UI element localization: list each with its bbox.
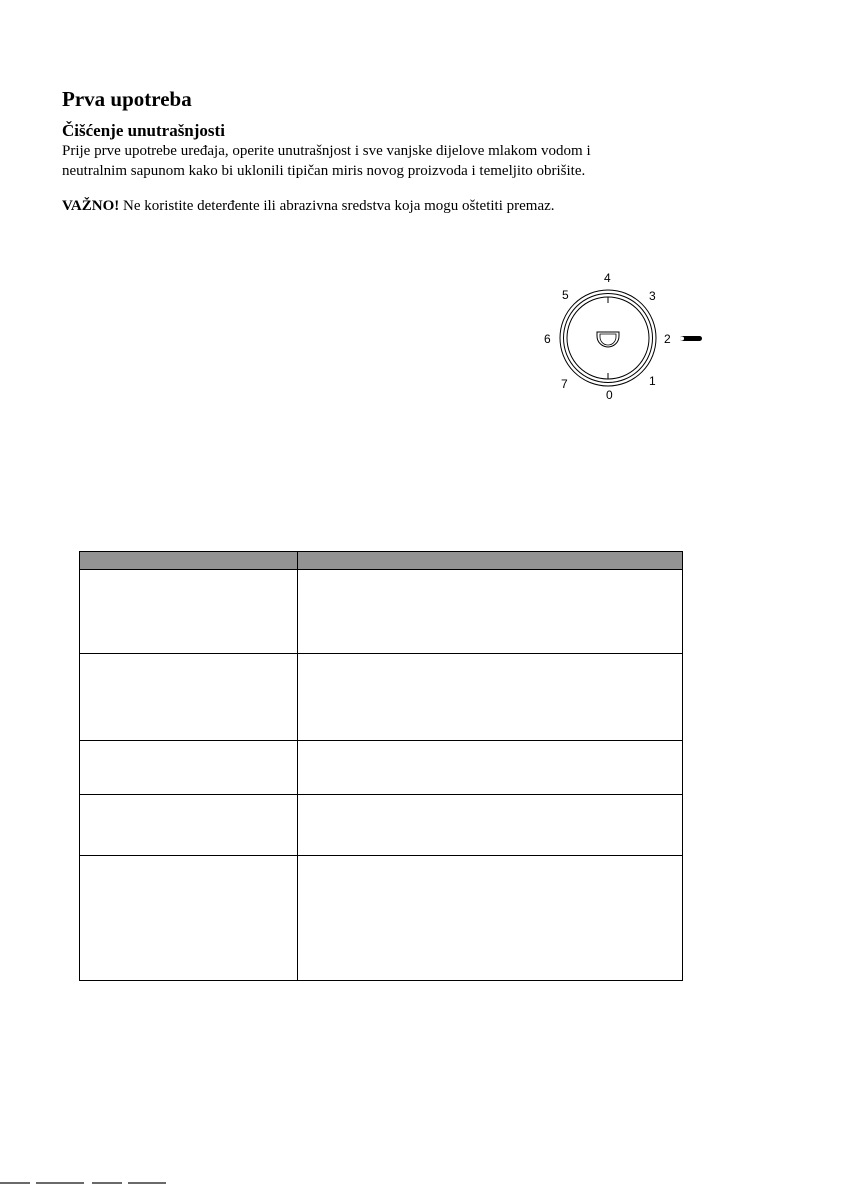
cleaning-instructions-paragraph (62, 141, 742, 181)
table-cell (298, 741, 683, 795)
table-row (80, 570, 683, 654)
table-cell (298, 570, 683, 654)
footer-mark (36, 1182, 84, 1184)
paragraph-line: neutralnim sapunom kako bi uklonili tipičan miris novog proizvoda i temeljito obrišite. (62, 163, 586, 179)
dial-label-0: 0 (606, 388, 613, 402)
table-row (80, 856, 683, 981)
table-cell (80, 856, 298, 981)
dial-middle-ring (564, 294, 653, 383)
footer-artifact-strip (0, 1178, 846, 1186)
dial-label-2: 2 (664, 332, 671, 346)
dial-outer-ring (560, 290, 656, 386)
table-row (80, 654, 683, 741)
table-row (80, 741, 683, 795)
footer-mark (92, 1182, 122, 1184)
table-cell (298, 795, 683, 856)
dial-label-3: 3 (649, 289, 656, 303)
table-header-row (80, 552, 683, 570)
dial-inner-ring (567, 297, 649, 379)
dial-label-6: 6 (544, 332, 551, 346)
thermostat-dial-figure (530, 266, 720, 416)
footer-mark (0, 1182, 30, 1184)
table-row (80, 795, 683, 856)
paragraph-line: Prije prve upotrebe uređaja, operite unutrašnjost i sve vanjske dijelove mlakom vodom i (62, 143, 591, 159)
pointer-indicator-tip-icon (680, 337, 684, 341)
table-header-cell (80, 552, 298, 570)
dial-label-1: 1 (649, 374, 656, 388)
warning-text: Ne koristite deterđente ili abrazivna sredstva koja mogu oštetiti premaz. (119, 198, 555, 214)
dial-knob-inner-icon (600, 334, 616, 345)
page-title: Prva upotreba (62, 87, 192, 111)
warning-label: VAŽNO! (62, 198, 120, 214)
table-cell (80, 795, 298, 856)
section-heading: Čišćenje unutrašnjosti (62, 121, 225, 140)
dial-label-4: 4 (604, 271, 611, 285)
table-cell (80, 741, 298, 795)
warning-note (62, 196, 555, 216)
dial-label-7: 7 (561, 377, 568, 391)
table-header-cell (298, 552, 683, 570)
table-cell (298, 856, 683, 981)
table-cell (80, 654, 298, 741)
footer-mark (128, 1182, 166, 1184)
table-cell (80, 570, 298, 654)
settings-table (79, 551, 683, 981)
table-cell (298, 654, 683, 741)
dial-label-5: 5 (562, 288, 569, 302)
